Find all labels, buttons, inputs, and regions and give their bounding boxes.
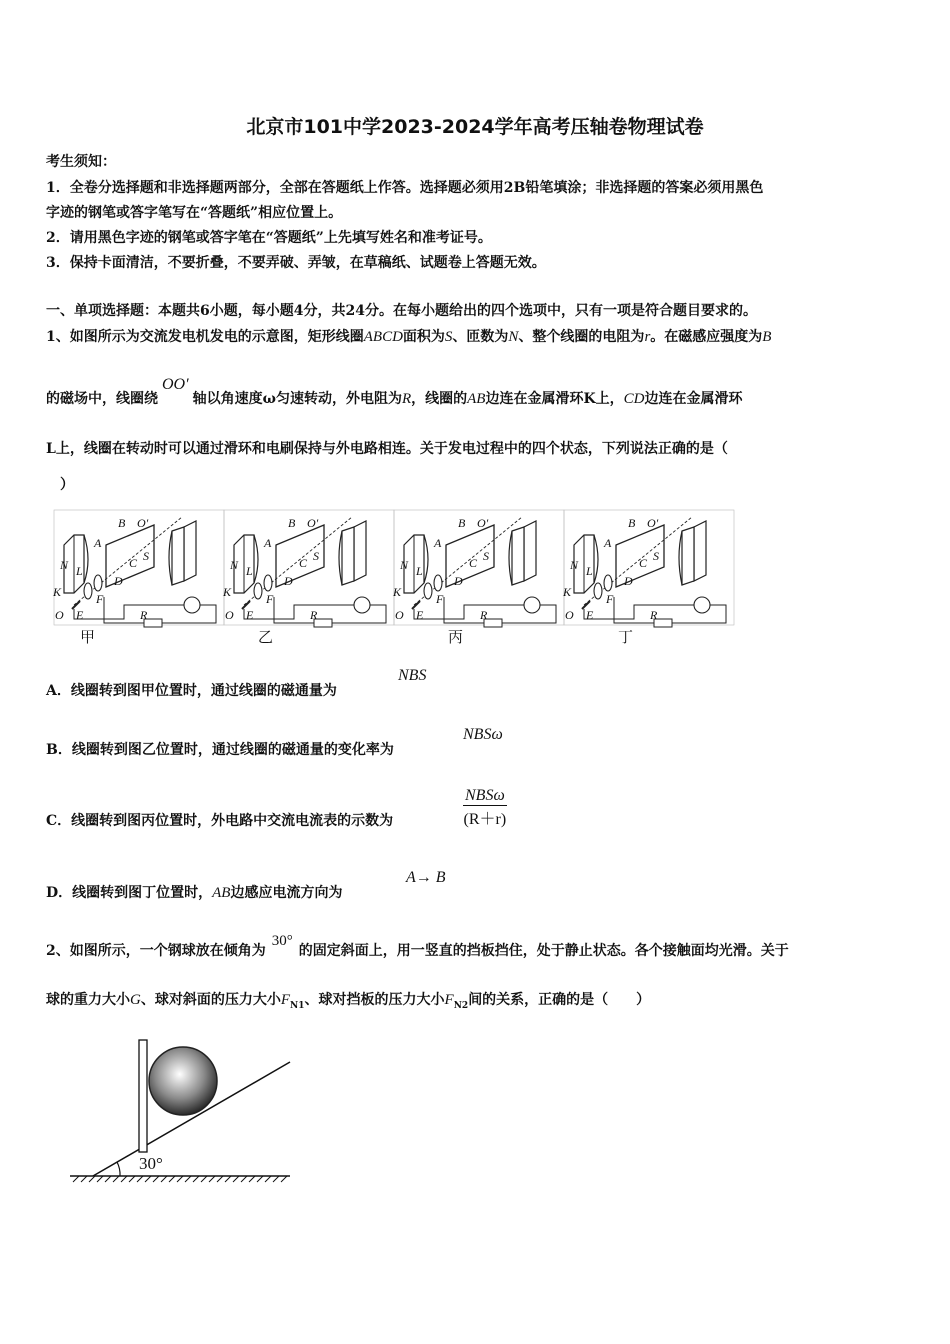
label-b: B (628, 516, 636, 530)
label-o-prime: O′ (647, 516, 659, 530)
q1-b: B (762, 329, 772, 345)
label-s: S (483, 549, 489, 563)
q1-option-c: C．线圈转到图丙位置时，外电路中交流电流表的示数为 (46, 813, 394, 829)
label-o: O (565, 608, 574, 622)
figure-label-ding: 丁 (618, 628, 634, 646)
label-k: K (53, 585, 62, 599)
q2-fn2-sub: N2 (453, 1000, 469, 1011)
label-o: O (395, 608, 404, 622)
label-l: L (246, 564, 253, 578)
label-e: E (246, 608, 254, 622)
label-s: S (653, 549, 659, 563)
q1-stem-line-2 (46, 376, 743, 409)
label-k: K (223, 585, 232, 599)
section-heading: 一、单项选择题：本题共6小题，每小题4分，共24分。在每小题给出的四个选项中，只有一项是符合题目要求的。 (46, 303, 757, 319)
q1-text: 轴以角速度ω匀速转动，外电阻为 (192, 391, 402, 407)
q1-option-a-math: NBS (398, 667, 427, 684)
q1-figure-letters (0, 505, 950, 645)
q1-text: 边连在金属滑环 (644, 391, 743, 407)
label-b: B (288, 516, 296, 530)
q1-stem-line-3: L上，线圈在转动时可以通过滑环和电刷保持与外电路相连。关于发电过程中的四个状态，下列说法正确的是（ (46, 441, 728, 457)
label-e: E (76, 608, 84, 622)
label-r: R (140, 608, 148, 622)
q1-text: 的磁场中，线圈绕 (46, 391, 158, 407)
label-n: N (60, 558, 69, 572)
q1-n: N (508, 329, 519, 345)
label-d: D (284, 574, 293, 588)
label-c: C (469, 556, 478, 570)
label-c: C (639, 556, 648, 570)
label-f: F (266, 592, 274, 606)
q2-stem-line-2 (46, 990, 650, 1016)
label-n: N (400, 558, 409, 572)
label-f: F (96, 592, 104, 606)
label-r: R (480, 608, 488, 622)
label-a: A (94, 536, 102, 550)
notice-item-3: 3．保持卡面清洁，不要折叠，不要弄破、弄皱，在草稿纸、试题卷上答题无效。 (46, 255, 546, 271)
label-a: A (264, 536, 272, 550)
figure-label-jia: 甲 (80, 628, 96, 646)
label-o-prime: O′ (477, 516, 489, 530)
label-r: R (310, 608, 318, 622)
q1-axis: OO′ (162, 376, 189, 393)
q1-text: 、整个线圈的电阻为 (518, 329, 645, 345)
q2-text: 2、如图所示，一个钢球放在倾角为 (46, 943, 266, 959)
label-c: C (299, 556, 308, 570)
label-l: L (416, 564, 423, 578)
label-l: L (586, 564, 593, 578)
q1-option-b-math: NBSω (463, 726, 503, 743)
label-f: F (436, 592, 444, 606)
q2-text: 球的重力大小 (46, 992, 130, 1008)
q1-option-d (46, 883, 342, 903)
q1-option-a: A．线圈转到图甲位置时，通过线圈的磁通量为 (46, 683, 337, 699)
label-l: L (76, 564, 83, 578)
label-s: S (313, 549, 319, 563)
q1-text: 、匝数为 (452, 329, 509, 345)
label-o-prime: O′ (137, 516, 149, 530)
label-e: E (586, 608, 594, 622)
q2-g: G (130, 992, 141, 1008)
label-n: N (570, 558, 579, 572)
q2-text: 的固定斜面上，用一竖直的挡板挡住，处于静止状态。各个接触面均光滑。关于 (298, 943, 789, 959)
q2-incline-figure (65, 1030, 305, 1190)
fraction-denominator: (R＋r) (463, 811, 507, 828)
q1-text: 。在磁感应强度为 (650, 329, 763, 345)
label-d: D (114, 574, 123, 588)
q1-R: R (401, 391, 412, 407)
q2-stem-line-1 (46, 933, 789, 961)
q1-option-d-ab: AB (212, 885, 231, 901)
q2-angle: 30° (271, 933, 293, 949)
figure-label-yi: 乙 (258, 628, 274, 646)
q1-abcd: ABCD (363, 329, 403, 345)
q1-stem-line-1 (46, 327, 771, 347)
label-d: D (624, 574, 633, 588)
q1-ab: AB (467, 391, 486, 407)
q1-cd: CD (623, 391, 645, 407)
label-r: R (650, 608, 658, 622)
q1-option-d-math: A→ B (406, 869, 446, 886)
q2-fn2: F (444, 992, 454, 1008)
q1-s: S (444, 329, 453, 345)
label-e: E (416, 608, 424, 622)
q1-option-b: B．线圈转到图乙位置时，通过线圈的磁通量的变化率为 (46, 742, 394, 758)
q1-option-d-text: D．线圈转到图丁位置时， (46, 885, 213, 901)
label-o: O (55, 608, 64, 622)
label-n: N (230, 558, 239, 572)
q2-text: 、球对挡板的压力大小 (304, 992, 445, 1008)
label-o-prime: O′ (307, 516, 319, 530)
label-a: A (434, 536, 442, 550)
label-a: A (604, 536, 612, 550)
notice-heading: 考生须知： (46, 154, 116, 170)
label-k: K (393, 585, 402, 599)
notice-item-1: 1．全卷分选择题和非选择题两部分，全部在答题纸上作答。选择题必须用2B铅笔填涂；非选择题的答案必须用黑色 (46, 180, 764, 196)
label-c: C (129, 556, 138, 570)
label-k: K (563, 585, 572, 599)
label-s: S (143, 549, 149, 563)
q1-text: 面积为 (402, 329, 445, 345)
q1-text: 1、如图所示为交流发电机发电的示意图，矩形线圈 (46, 329, 364, 345)
q1-r: r (644, 329, 651, 345)
q2-fn1: F (280, 992, 291, 1008)
q1-stem-line-4: ） (60, 477, 74, 493)
q2-text: 、球对斜面的压力大小 (140, 992, 281, 1008)
label-b: B (118, 516, 126, 530)
fraction-numerator: NBSω (465, 787, 505, 804)
q1-text: 边连在金属滑环K上， (485, 391, 624, 407)
q1-option-d-text: 边感应电流方向为 (230, 885, 343, 901)
page-title: 北京市101中学2023-2024学年高考压轴卷物理试卷 (246, 116, 704, 138)
notice-item-2: 2．请用黑色字迹的钢笔或答字笔在“答题纸”上先填写姓名和准考证号。 (46, 230, 492, 246)
q1-option-c-fraction (463, 787, 507, 829)
notice-item-1-cont: 字迹的钢笔或答字笔写在“答题纸”相应位置上。 (46, 205, 343, 221)
figure-label-bing: 丙 (448, 628, 464, 646)
label-b: B (458, 516, 466, 530)
q2-fn1-sub: N1 (290, 1000, 305, 1011)
label-f: F (606, 592, 614, 606)
q2-text: 间的关系，正确的是（ ） (468, 992, 651, 1008)
label-o: O (225, 608, 234, 622)
q1-text: ，线圈的 (411, 391, 468, 407)
incline-angle-label: 30° (139, 1154, 163, 1173)
label-d: D (454, 574, 463, 588)
